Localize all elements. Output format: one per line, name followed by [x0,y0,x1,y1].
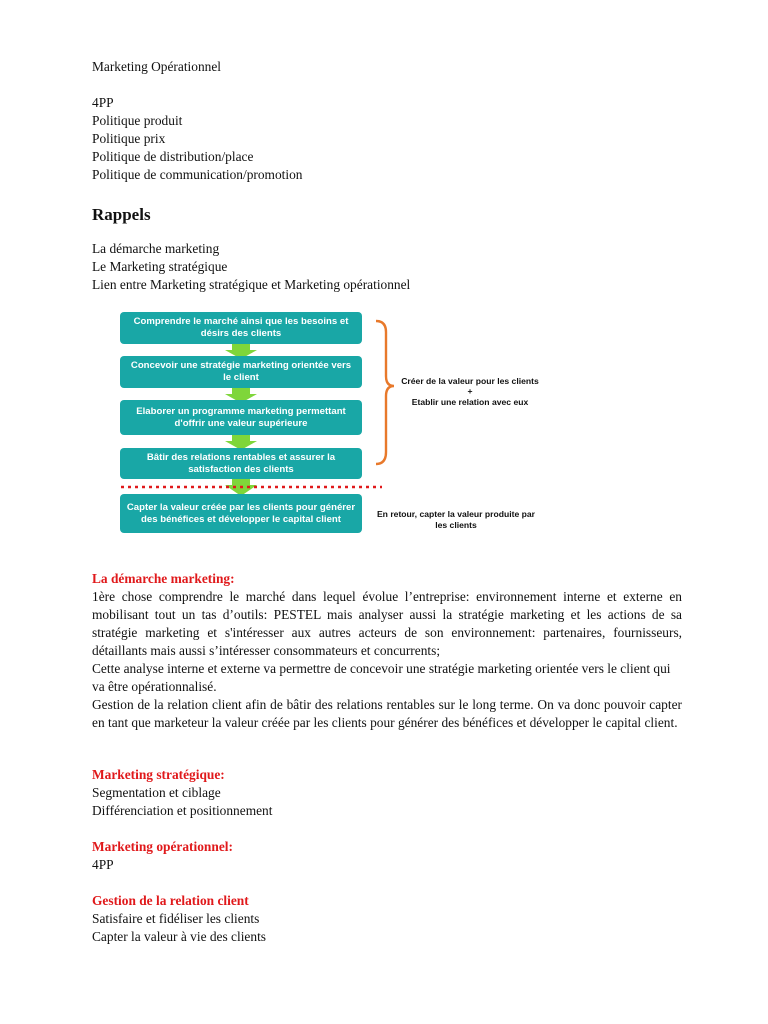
demarche-paragraph-2: Cette analyse interne et externe va permettre de concevoir une stratégie marketing orientée vers le client qui va être opérationnalisé. [92,661,671,694]
rappels-heading: Rappels [92,205,151,224]
policy-item: Politique produit [92,113,183,128]
right-label-2: Etablir une relation avec eux [411,397,529,407]
right-plus: + [467,386,473,396]
demarche-paragraph-3: Gestion de la relation client afin de bâtir des relations rentables sur le long terme. On va donc pouvoir capter en tant que marketeur la valeur créée par les clients pour générer des bénéfices et développer le capital client. [92,697,682,730]
rappels-item: La démarche marketing [92,241,220,256]
demarche-heading: La démarche marketing: [92,571,235,586]
operationnel-heading: Marketing opérationnel: [92,839,233,854]
policy-item: Politique prix [92,131,166,146]
demarche-paragraph-1: 1ère chose comprendre le marché dans lequel évolue l’entreprise: environnement interne et externe en mobilisant tout un tas d’outils: PESTEL mais analyser aussi la stratégie marketing et les actions de sa stratégie marketing et s'intéresser aux autres acteurs de son environnement: partenaires, fournisseurs, détaillants mais aussi s’intéresser consommateurs et concurrents; [92,589,682,658]
process-step-2: Concevoir une stratégie marketing orientée vers le client [120,356,362,388]
marketing-process-diagram [120,310,550,540]
document-title: Marketing Opérationnel [92,59,222,74]
relation-item: Satisfaire et fidéliser les clients [92,911,260,926]
relation-heading: Gestion de la relation client [92,893,249,908]
fourpp-label: 4PP [92,95,114,110]
process-step-5: Capter la valeur créée par les clients pour générer des bénéfices et développer le capital client [120,494,362,533]
process-step-4: Bâtir des relations rentables et assurer la satisfaction des clients [120,448,362,479]
rappels-item: Le Marketing stratégique [92,259,228,274]
document-page [92,58,682,294]
policy-item: Politique de communication/promotion [92,167,303,182]
strategique-item: Différenciation et positionnement [92,803,273,818]
process-step-3: Elaborer un programme marketing permettant d'offrir une valeur supérieure [120,400,362,435]
right-label-1: Créer de la valeur pour les clients [401,376,539,386]
strategique-heading: Marketing stratégique: [92,767,225,782]
document-body [92,570,682,946]
process-step-1: Comprendre le marché ainsi que les besoins et désirs des clients [120,312,362,344]
policy-item: Politique de distribution/place [92,149,254,164]
strategique-item: Segmentation et ciblage [92,785,221,800]
relation-item: Capter la valeur à vie des clients [92,929,267,944]
bottom-right-label: En retour, capter la valeur produite par les clients [376,509,536,530]
operationnel-item: 4PP [92,857,114,872]
rappels-item: Lien entre Marketing stratégique et Marketing opérationnel [92,277,411,292]
